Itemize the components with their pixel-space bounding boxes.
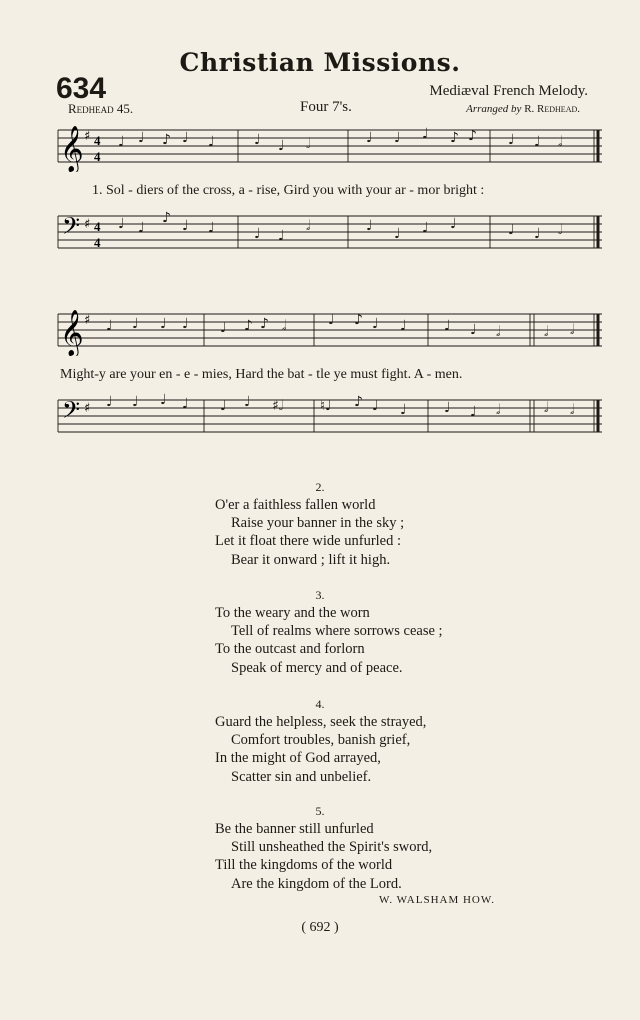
svg-text:♩: ♩ — [138, 220, 145, 236]
tune-name: Redhead 45. — [68, 101, 134, 116]
svg-text:𝄞: 𝄞 — [60, 126, 84, 172]
svg-text:♩: ♩ — [244, 394, 251, 410]
svg-text:𝅗𝅥: 𝅗𝅥 — [496, 402, 501, 418]
system1-bass-staff — [50, 208, 610, 258]
svg-text:♩: ♩ — [422, 126, 429, 142]
svg-text:♪: ♪ — [468, 128, 477, 144]
svg-text:𝅗𝅥: 𝅗𝅥 — [496, 324, 501, 340]
svg-text:♩: ♩ — [372, 316, 379, 332]
arranger-credit — [466, 103, 580, 115]
svg-text:♩: ♩ — [182, 218, 189, 234]
svg-text:♩: ♩ — [366, 130, 373, 146]
svg-text:𝅗𝅥: 𝅗𝅥 — [570, 322, 575, 338]
svg-text:♩: ♩ — [366, 218, 373, 234]
svg-text:♩: ♩ — [394, 130, 401, 146]
svg-text:♩: ♩ — [422, 220, 429, 236]
svg-text:𝅗𝅥: 𝅗𝅥 — [306, 218, 311, 234]
svg-text:♪: ♪ — [162, 132, 171, 148]
verse-4 — [215, 713, 426, 786]
melody-source: Mediæval French Melody. — [429, 83, 588, 99]
svg-text:♪: ♪ — [162, 210, 171, 226]
svg-text:♪: ♪ — [354, 312, 363, 328]
verse-line: Scatter sin and unbelief. — [231, 768, 372, 785]
svg-text:𝄢: 𝄢 — [62, 396, 81, 429]
svg-text:♯: ♯ — [84, 129, 91, 144]
svg-text:♩: ♩ — [394, 226, 401, 242]
svg-text:♩: ♩ — [182, 130, 189, 146]
svg-text:♪: ♪ — [354, 394, 363, 410]
svg-text:♩: ♩ — [182, 316, 189, 332]
svg-text:♩: ♩ — [160, 392, 167, 408]
verse-line: Tell of realms where sorrows cease ; — [231, 623, 443, 640]
system1-lyrics: 1. Sol - diers of the cross, a - rise, Gird you with your ar - mor bright : — [92, 183, 485, 198]
svg-text:𝅗𝅥: 𝅗𝅥 — [558, 222, 563, 238]
svg-text:♩: ♩ — [254, 226, 261, 242]
author-credit: W. WALSHAM HOW. — [378, 894, 495, 906]
verse-3 — [215, 604, 443, 677]
svg-text:♯: ♯ — [84, 401, 91, 416]
svg-text:♯: ♯ — [84, 313, 91, 328]
verse-line: Are the kingdom of the Lord. — [231, 875, 402, 892]
verse-line: Guard the helpless, seek the strayed, — [215, 714, 427, 730]
system2-lyrics: Might-y are your en - e - mies, Hard the bat - tle ye must fight. A - men. — [60, 367, 463, 382]
svg-text:♩: ♩ — [508, 132, 515, 148]
svg-text:♪: ♪ — [244, 318, 253, 334]
svg-text:𝅗𝅥: 𝅗𝅥 — [282, 318, 287, 334]
svg-text:♩: ♩ — [328, 312, 335, 328]
verse-line: Still unsheathed the Spirit's sword, — [231, 839, 433, 856]
svg-text:♩: ♩ — [278, 138, 285, 154]
verse-4-number: 4. — [315, 697, 325, 711]
system2-bass-staff — [50, 392, 610, 448]
page-number: ( 692 ) — [301, 920, 339, 935]
svg-text:♩: ♩ — [534, 134, 541, 150]
svg-text:♩: ♩ — [444, 318, 451, 334]
svg-text:♩: ♩ — [132, 394, 139, 410]
svg-text:♩: ♩ — [118, 216, 125, 232]
svg-text:♩: ♩ — [278, 228, 285, 244]
section-title: Christian Missions. — [179, 48, 461, 77]
verse-line: Comfort troubles, banish grief, — [231, 732, 411, 749]
svg-text:𝅗𝅥: 𝅗𝅥 — [544, 324, 549, 340]
svg-text:♪: ♪ — [260, 316, 269, 332]
svg-text:♩: ♩ — [160, 316, 167, 332]
svg-text:♪: ♪ — [450, 130, 459, 146]
svg-text:𝄢: 𝄢 — [62, 212, 81, 245]
svg-text:♩: ♩ — [132, 316, 139, 332]
verse-5 — [215, 820, 432, 893]
svg-text:♩: ♩ — [106, 318, 113, 334]
svg-text:♩: ♩ — [400, 318, 407, 334]
svg-text:♩: ♩ — [254, 132, 261, 148]
svg-text:♩: ♩ — [208, 220, 215, 236]
svg-text:♯𝅗𝅥: ♯𝅗𝅥 — [272, 398, 284, 414]
svg-text:𝅗𝅥: 𝅗𝅥 — [558, 134, 563, 150]
svg-text:4: 4 — [94, 235, 101, 250]
svg-text:♩: ♩ — [534, 226, 541, 242]
verse-line: Let it float there wide unfurled : — [215, 533, 402, 550]
verse-3-number: 3. — [315, 588, 325, 602]
verse-line: Be the banner still unfurled — [215, 821, 374, 837]
svg-text:♩: ♩ — [400, 402, 407, 418]
system2-treble-staff — [50, 306, 610, 356]
verse-2 — [215, 496, 404, 569]
verse-line: To the weary and the worn — [215, 605, 370, 621]
verse-5-number: 5. — [315, 804, 325, 818]
hymn-number: 634 — [56, 72, 107, 105]
svg-text:♩: ♩ — [444, 400, 451, 416]
svg-text:♩: ♩ — [118, 134, 125, 150]
verse-line: O'er a faithless fallen world — [215, 497, 376, 513]
svg-text:♮♩: ♮♩ — [320, 398, 332, 414]
svg-text:♩: ♩ — [106, 394, 113, 410]
svg-text:♩: ♩ — [208, 134, 215, 150]
svg-text:4: 4 — [94, 149, 101, 164]
meter: Four 7's. — [300, 99, 352, 115]
arranged-by-label: Arranged by — [466, 103, 522, 115]
svg-text:4: 4 — [94, 219, 101, 234]
verse-line: Speak of mercy and of peace. — [231, 659, 403, 676]
verse-2-number: 2. — [315, 480, 325, 494]
svg-text:𝄞: 𝄞 — [60, 310, 84, 356]
svg-text:♩: ♩ — [220, 398, 227, 414]
verse-line: Till the kingdoms of the world — [215, 857, 393, 874]
svg-text:♩: ♩ — [450, 216, 457, 232]
system1-treble-staff — [50, 122, 610, 172]
svg-text:♩: ♩ — [470, 322, 477, 338]
arranger-name: R. Redhead. — [524, 103, 580, 115]
svg-text:♩: ♩ — [182, 396, 189, 412]
verse-line: In the might of God arrayed, — [215, 750, 381, 767]
verse-line: To the outcast and forlorn — [215, 641, 365, 658]
svg-text:𝅗𝅥: 𝅗𝅥 — [306, 136, 311, 152]
svg-text:♩: ♩ — [470, 404, 477, 420]
svg-text:♩: ♩ — [508, 222, 515, 238]
svg-text:𝅗𝅥: 𝅗𝅥 — [570, 402, 575, 418]
svg-text:♩: ♩ — [138, 130, 145, 146]
svg-text:4: 4 — [94, 133, 101, 148]
verse-line: Bear it onward ; lift it high. — [231, 551, 391, 568]
svg-text:♩: ♩ — [220, 320, 227, 336]
svg-text:𝅗𝅥: 𝅗𝅥 — [544, 400, 549, 416]
svg-text:♩: ♩ — [372, 398, 379, 414]
verse-line: Raise your banner in the sky ; — [231, 515, 405, 532]
svg-text:♯: ♯ — [84, 217, 91, 232]
